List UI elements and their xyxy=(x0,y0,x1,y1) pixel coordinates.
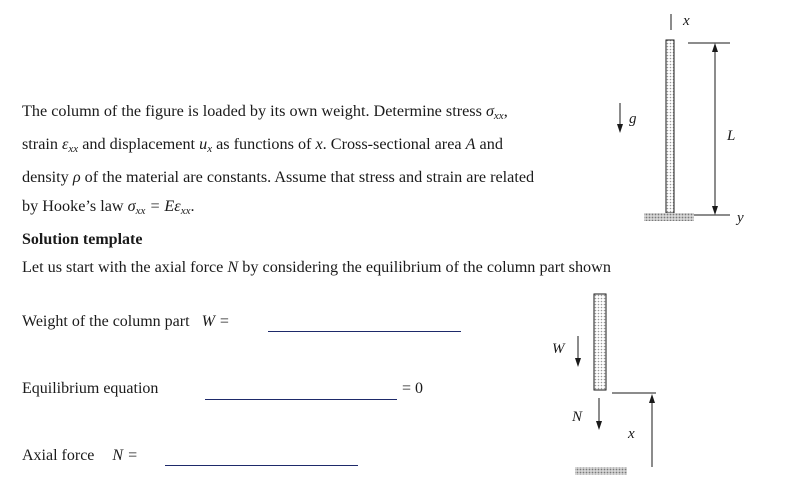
stress-symbol: σ xyxy=(485,102,494,120)
weight-symbol: W = xyxy=(201,313,230,330)
y-axis-label: y xyxy=(737,210,744,226)
strain-subscript: xx xyxy=(180,204,191,217)
axial-symbol: N = xyxy=(112,447,138,464)
area-symbol: A xyxy=(465,135,476,154)
displacement-subscript: x xyxy=(207,143,213,156)
gravity-arrow-icon xyxy=(617,124,623,133)
problem-text: and displacement xyxy=(82,135,196,154)
problem-text: . Cross-sectional area xyxy=(322,135,462,154)
axial-force-symbol: N xyxy=(227,258,239,276)
gravity-label: g xyxy=(629,111,637,127)
solution-heading: Solution template xyxy=(22,231,143,248)
problem-text: and xyxy=(479,135,503,154)
intro-text: by considering the equilibrium of the column part shown xyxy=(242,258,611,276)
weight-label: Weight of the column part xyxy=(22,313,190,330)
problem-text: by Hooke’s law xyxy=(22,196,124,215)
column-part xyxy=(594,294,606,390)
strain-symbol: ε xyxy=(62,135,69,154)
problem-text: of the material are constants. Assume that stress and strain are related xyxy=(84,168,535,187)
hooke-law-expression: = Eε xyxy=(149,196,181,215)
problem-text: strain xyxy=(22,135,58,154)
equilibrium-label: Equilibrium equation xyxy=(22,380,159,397)
weight-force-label: W xyxy=(552,341,565,357)
punctuation: , xyxy=(503,102,508,120)
length-arrow-bottom xyxy=(712,206,718,215)
length-label: L xyxy=(727,128,736,144)
intro-text: Let us start with the axial force xyxy=(22,258,224,276)
stress-subscript: xx xyxy=(135,204,146,217)
stress-symbol: σ xyxy=(127,196,136,215)
axial-force-label: N xyxy=(572,409,583,425)
weight-arrow-icon xyxy=(575,358,581,367)
ground-support xyxy=(644,213,694,221)
problem-text: The column of the figure is loaded by its own weight. Determine stress xyxy=(22,102,482,120)
strain-subscript: xx xyxy=(68,143,79,156)
x-axis-label: x xyxy=(683,13,690,29)
punctuation: . xyxy=(190,196,195,215)
x-symbol: x xyxy=(315,135,323,154)
length-arrow-top xyxy=(712,43,718,52)
stress-subscript: xx xyxy=(493,110,504,122)
axial-arrow-icon xyxy=(596,421,602,430)
problem-text: density xyxy=(22,168,69,187)
problem-text: as functions of xyxy=(216,135,312,154)
density-symbol: ρ xyxy=(72,168,81,187)
axial-label: Axial force xyxy=(22,447,95,464)
ground-support-bottom xyxy=(575,467,627,475)
x-distance-label: x xyxy=(628,426,635,442)
column-body xyxy=(666,40,674,213)
displacement-symbol: u xyxy=(199,135,208,154)
equilibrium-rhs: = 0 xyxy=(402,380,424,397)
x-dimension-arrow-icon xyxy=(649,394,655,403)
